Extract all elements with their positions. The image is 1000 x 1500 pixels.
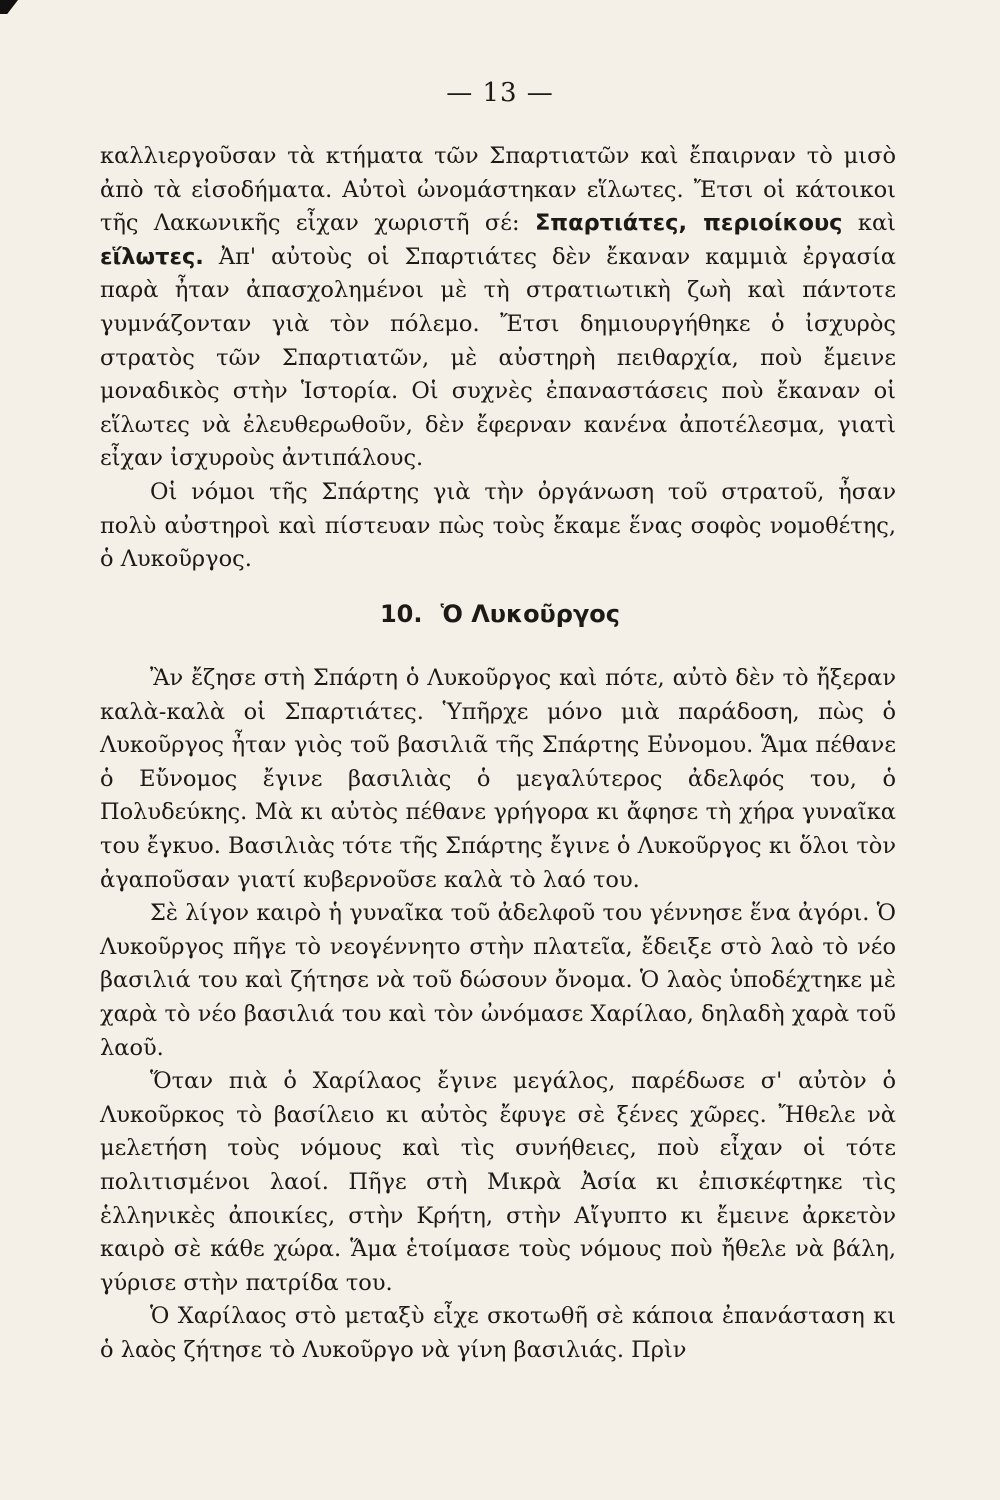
paragraph [100,140,896,476]
text-run: καὶ [857,210,896,237]
text-run: Ἀπ' αὐτοὺς οἱ Σπαρτιάτες δὲν ἔκαναν καμμιὰ ἐργασία παρὰ ἦταν ἀπασχολημένοι μὲ τὴ στρατιωτικὴ ζωὴ καὶ πάντοτε γυμνάζονταν γιὰ τὸν πόλεμο. Ἔτσι δημιουργήθηκε ὁ ἰσχυρὸς στρατὸς τῶν Σπαρτιατῶν, μὲ αὐστηρὴ πειθαρχία, ποὺ ἔμεινε μοναδικὸς στὴν Ἱστορία. Οἱ συχνὲς ἐπαναστάσεις ποὺ ἔκαναν οἱ εἵλωτες νὰ ἐλευθερωθοῦν, δὲν ἔφερναν κανένα ἀποτέλεσμα, γιατὶ εἶχαν ἰσχυροὺς ἀντιπάλους. [100,243,896,472]
paragraph: Οἱ νόμοι τῆς Σπάρτης γιὰ τὴν ὀργάνωση τοῦ στρατοῦ, ἦσαν πολὺ αὐστηροὶ καὶ πίστευαν πὼς τοὺς ἔκαμε ἕνας σοφὸς νομοθέτης, ὁ Λυκοῦργος. [100,478,896,573]
section-number: 10. [379,600,423,628]
section-text-bottom [100,662,896,1367]
section-title: Ὁ Λυκοῦργος [440,600,621,628]
bold-term: Σπαρτιάτες, περιοίκους [534,210,843,237]
scan-corner-mark [0,0,18,14]
paragraph: Ὅταν πιὰ ὁ Χαρίλαος ἔγινε μεγάλος, παρέδωσε σ' αὐτὸν ὁ Λυκοῦρκος τὸ βασίλειο κι αὐτὸς ἔφυγε σὲ ξένες χῶρες. Ἤθελε νὰ μελετήση τοὺς νόμους καὶ τὶς συνήθειες, ποὺ εἶχαν οἱ τότε πολιτισμένοι λαοί. Πῆγε στὴ Μικρὰ Ἀσία κι ἐπισκέφτηκε τὶς ἑλληνικὲς ἀποικίες, στὴν Κρήτη, στὴν Αἴγυπτο κι ἔμεινε ἀρκετὸν καιρὸ σὲ κάθε χώρα. Ἅμα ἑτοίμασε τοὺς νόμους ποὺ ἤθελε νὰ βάλη, γύρισε στὴν πατρίδα του. [100,1068,896,1296]
page-number: — 13 — [446,78,554,108]
paragraph: Ἂν ἔζησε στὴ Σπάρτη ὁ Λυκοῦργος καὶ πότε, αὐτὸ δὲν τὸ ἤξεραν καλὰ-καλὰ οἱ Σπαρτιάτες. Ὑπῆρχε μόνο μιὰ παράδοση, πὼς ὁ Λυκοῦργος ἦταν γιὸς τοῦ βασιλιᾶ τῆς Σπάρτης Εὐνομου. Ἅμα πέθανε ὁ Εὔνομος ἔγινε βασιλιὰς ὁ μεγαλύτερος ἀδελφός του, ὁ Πολυδεύκης. Μὰ κι αὐτὸς πέθανε γρήγορα κι ἄφησε τὴ χήρα γυναῖκα του ἔγκυο. Βασιλιὰς τότε τῆς Σπάρτης ἔγινε ὁ Λυκοῦργος κι ὅλοι τὸν ἀγαποῦσαν γιατί κυβερνοῦσε καλὰ τὸ λαό του. [100,665,896,893]
paragraph: Ὁ Χαρίλαος στὸ μεταξὺ εἶχε σκοτωθῆ σὲ κάποια ἐπανάσταση κι ὁ λαὸς ζήτησε τὸ Λυκοῦργο νὰ γίνη βασιλιάς. Πρὶν [100,1303,896,1363]
bold-term: εἵλωτες. [100,243,204,270]
section-heading [0,600,1000,628]
paragraph: Σὲ λίγον καιρὸ ἡ γυναῖκα τοῦ ἀδελφοῦ του γέννησε ἕνα ἀγόρι. Ὁ Λυκοῦργος πῆγε τὸ νεογέννητο στὴν πλατεῖα, ἔδειξε στὸ λαὸ τὸ νέο βασιλιά του καὶ ζήτησε νὰ τοῦ δώσουν ὄνομα. Ὁ λαὸς ὑποδέχτηκε μὲ χαρὰ τὸ νέο βασιλιά του καὶ τὸν ὠνόμασε Χαρίλαο, δηλαδὴ χαρὰ τοῦ λαοῦ. [100,900,896,1061]
text-run: καλλιεργοῦσαν τὰ κτήματα τῶν Σπαρτιατῶν καὶ ἔπαιρναν τὸ μισὸ ἀπὸ τὰ εἰσοδήματα. Αὐτοὶ ὠνομάστηκαν εἵλωτες. Ἔτσι οἱ κάτοικοι τῆς Λακωνικῆς εἶχαν χωριστῆ σέ: [100,143,896,237]
section-text-top [100,140,896,577]
